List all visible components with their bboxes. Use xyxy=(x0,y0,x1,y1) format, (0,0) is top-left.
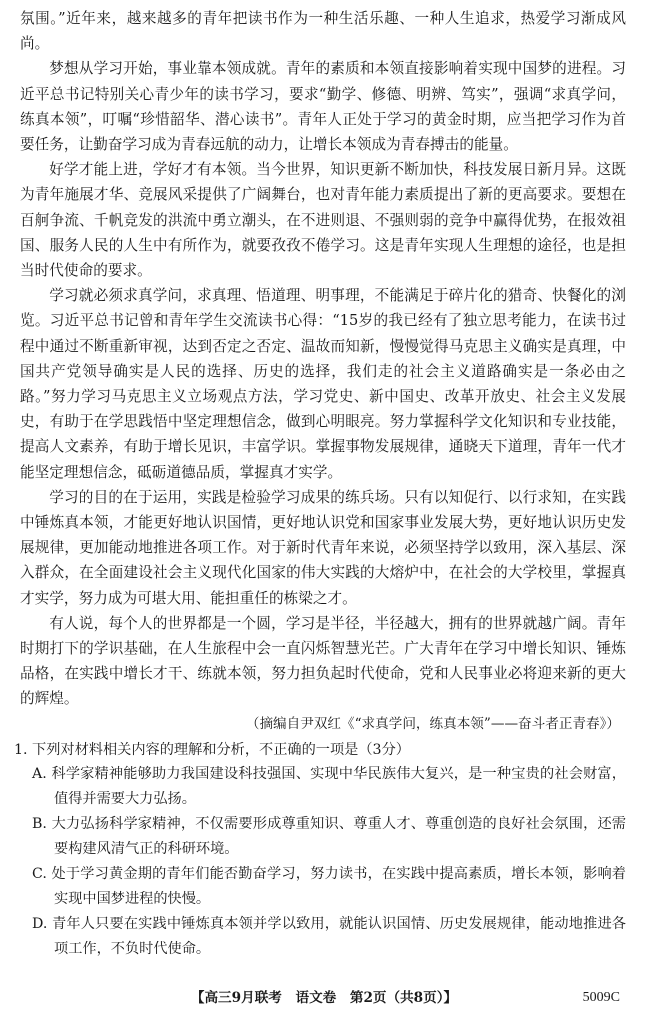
article xyxy=(20,6,626,712)
paragraph-4: 学习就必须求真学问，求真理、悟道理、明事理，不能满足于碎片化的猎奇、快餐化的浏览。习近平总书记曾和青年学生交流读书心得：“15岁的我已经有了独立思考能力，在读书过程中通过不断重新审视，达到否定之否定、温故而知新，慢慢觉得马克思主义确实是真理，中国共产党领导确实是人民的选择、历史的选择，我们走的社会主义道路确实是一条必由之路。”努力学习马克思主义立场观点方法，学习党史、新中国史、改革开放史、社会主义发展史，有助于在学思践悟中坚定理想信念，做到心明眼亮。努力掌握科学文化知识和专业技能，提高人文素养，有助于增长见识，丰富学识。掌握事物发展规律，通晓天下道理，青年一代才能坚定理想信念，砥砺道德品质，掌握真才实学。 xyxy=(20,287,626,481)
question-stem: 1. 下列对材料相关内容的理解和分析，不正确的一项是（3分） xyxy=(14,741,410,758)
page-footer xyxy=(0,987,648,1009)
option-c: C. 处于学习黄金期的青年们能否勤奋学习，努力读书，在实践中提高素质，增长本领，影响着实现中国梦进程的快慢。 xyxy=(32,866,626,908)
option-a: A. 科学家精神能够助力我国建设科技强国、实现中华民族伟大复兴，是一种宝贵的社会财富，值得并需要大力弘扬。 xyxy=(32,766,626,808)
paragraph-6: 有人说，每个人的世界都是一个圆，学习是半径，半径越大，拥有的世界就越广阔。青年时期打下的学识基础，在人生旅程中会一直闪烁智慧光芒。广大青年在学习中增长知识、锤炼品格，在实践中增长才干、练就本领，努力担负起时代使命，党和人民事业必将迎来新的更大的辉煌。 xyxy=(20,614,626,708)
option-d: D. 青年人只要在实践中锤炼真本领并学以致用，就能认识国情、历史发展规律，能动地推进各项工作，不负时代使命。 xyxy=(32,916,626,958)
footer-exam-code: 5009C xyxy=(582,990,620,1005)
footer-page-info: 【高三9月联考 语文卷 第2页（共8页）】 xyxy=(190,990,458,1006)
option-b: B. 大力弘扬科学家精神，不仅需要形成尊重知识、尊重人才、尊重创造的良好社会氛围，还需要构建风清气正的科研环境。 xyxy=(32,816,626,858)
source-citation: （摘编自尹双红《“求真学问，练真本领”——奋斗者正青春》） xyxy=(245,715,620,732)
paragraph-5: 学习的目的在于运用，实践是检验学习成果的练兵场。只有以知促行、以行求知，在实践中锤炼真本领，才能更好地认识国情，更好地认识党和国家事业发展大势，更好地认识历史发展规律，更加能动地推进各项工作。对于新时代青年来说，必须坚持学以致用，深入基层、深入群众，在全面建设社会主义现代化国家的伟大实践的大熔炉中，在社会的大学校里，掌握真才实学，努力成为可堪大用、能担重任的栋梁之才。 xyxy=(20,488,626,607)
paragraph-3: 好学才能上进，学好才有本领。当今世界，知识更新不断加快，科技发展日新月异。这既为青年施展才华、竞展风采提供了广阔舞台，也对青年能力素质提出了新的更高要求。要想在百舸争流、千帆竞发的洪流中勇立潮头，在不进则退、不强则弱的竞争中赢得优势，在报效祖国、服务人民的人生中有所作为，就要孜孜不倦学习。这是青年实现人生理想的途径，也是担当时代使命的要求。 xyxy=(20,161,626,280)
paragraph-1: 氛围。”近年来，越来越多的青年把读书作为一种生活乐趣、一种人生追求，热爱学习渐成风尚。 xyxy=(20,10,626,53)
paragraph-2: 梦想从学习开始，事业靠本领成就。青年的素质和本领直接影响着实现中国梦的进程。习近平总书记特别关心青少年的读书学习，要求“勤学、修德、明辨、笃实”，强调“求真学问，练真本领”，叮嘱“珍惜韶华、潜心读书”。青年人正处于学习的黄金时期，应当把学习作为首要任务，让勤奋学习成为青春远航的动力，让增长本领成为青春搏击的能量。 xyxy=(20,60,626,154)
question-block xyxy=(14,738,626,963)
